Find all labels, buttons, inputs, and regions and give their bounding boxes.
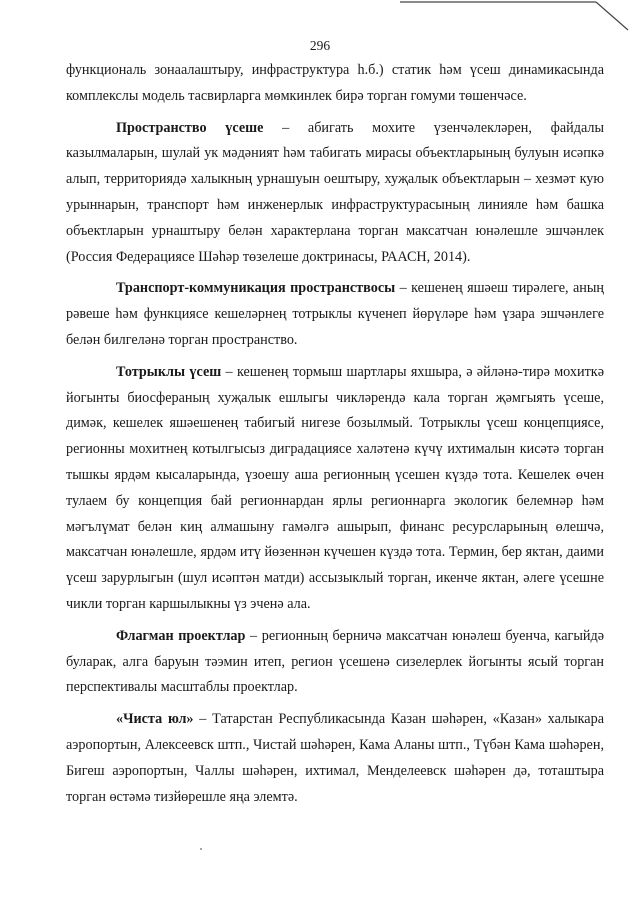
- definition-term: «Чиста юл»: [116, 711, 194, 728]
- scan-corner-mark: [0, 0, 640, 40]
- definition-term: Транспорт-коммуникация пространствосы: [116, 280, 396, 297]
- document-body: [66, 58, 604, 816]
- definition-term: Флагман проектлар: [116, 627, 246, 644]
- paragraph-definition: [66, 116, 604, 271]
- paragraph-definition: [66, 276, 604, 353]
- paragraph-definition: [66, 707, 604, 810]
- scan-speck: [200, 848, 202, 850]
- paragraph-text: функциональ зонаалаштыру, инфраструктура һ.б.) статик һәм үсеш динамикасында комплекслы модель тасвирларга мөмкинлек бирә торган гомуми төшенчәсе.: [66, 62, 604, 104]
- paragraph-definition: [66, 624, 604, 701]
- definition-text: – абигать мохите үзенчәлекләрен, файдалы казылмаларын, шулай ук мәдәният һәм табигать мирасы объектларының булуын исәпкә алып, территориядә халыкның урнашуын оештыру, хуҗалык объектларын – хезмәт кую урыннарын, транспорт һәм инженерлык инфраструктурасының линияле һәм башка объектларын урнаштыру белән характерлана торган максатчан юнәлешле эшчәнлек (Россия Федерациясе Шәһәр төзелеше доктринасы, РААСН, 2014).: [66, 119, 604, 265]
- definition-text: – Татарстан Республикасында Казан шәһәрен, «Казан» халыкара аэропортын, Алексеевск штп., Чистай шәһәрен, Кама Аланы штп., Түбән Кама шәһәрен, Бигеш аэропортын, Чаллы шәһәрен, ихтимал, Менделеевск шәһәрен дә, тоташтыра торган өстәмә тизйөрешле яңа элемтә.: [66, 711, 604, 805]
- paragraph-definition: [66, 360, 604, 618]
- paragraph-continuation: [66, 58, 604, 110]
- definition-term: Пространство үсеше: [116, 119, 264, 136]
- definition-text: – кешенең яшәеш тирәлеге, аның рәвеше һәм функциясе кешеләрнең тотрыклы күченеп йөрүләре һәм үзара эшчәнлеге белән билгеләнә торган пространство.: [66, 280, 604, 348]
- definition-text: – регионның берничә максатчан юнәлеш буенча, кагыйдә буларак, алга баруын тәэмин итеп, регион үсешенә сизелерлек йогынты ясый торган перспективалы масштаблы проектлар.: [66, 627, 604, 696]
- page-number: 296: [309, 38, 331, 53]
- definition-term: Тотрыклы үсеш: [116, 363, 222, 380]
- definition-text: – кешенең тормыш шартлары яхшыра, ә әйләнә-тирә мохиткә йогынты биосфераның хуҗалык ешлыгы чикләрендә кала торган җәмгыять үсеше, димәк, кешелек яшәешенең табигый нигезе бозылмый. Тотрыклы үсеш концепциясе, регионны мохитнең котылгысыз диградациясе халәтенә күчү ихтималын кисәтә торган тышкы ярдәм кысаларында, үзоешу аша регионның үсешен күздә тота. Кешелек өчен тулаем бу концепция бай регионнардан ярлы регионнарга экологик белемнәр һәм мәгълүмат белән киң алмашыну гамәлгә ашырып, финанс ресурсларының өлешчә, максатчан юнәлешле, ярдәм итү йөзеннән күчешен күздә тота. Термин, бер яктан, даими үсеш зарурлыгын (шул исәптән матди) ассызыклый торган, икенче яктан, әлеге үсешне чикли торган каршылыкны үз эченә ала.: [66, 363, 604, 612]
